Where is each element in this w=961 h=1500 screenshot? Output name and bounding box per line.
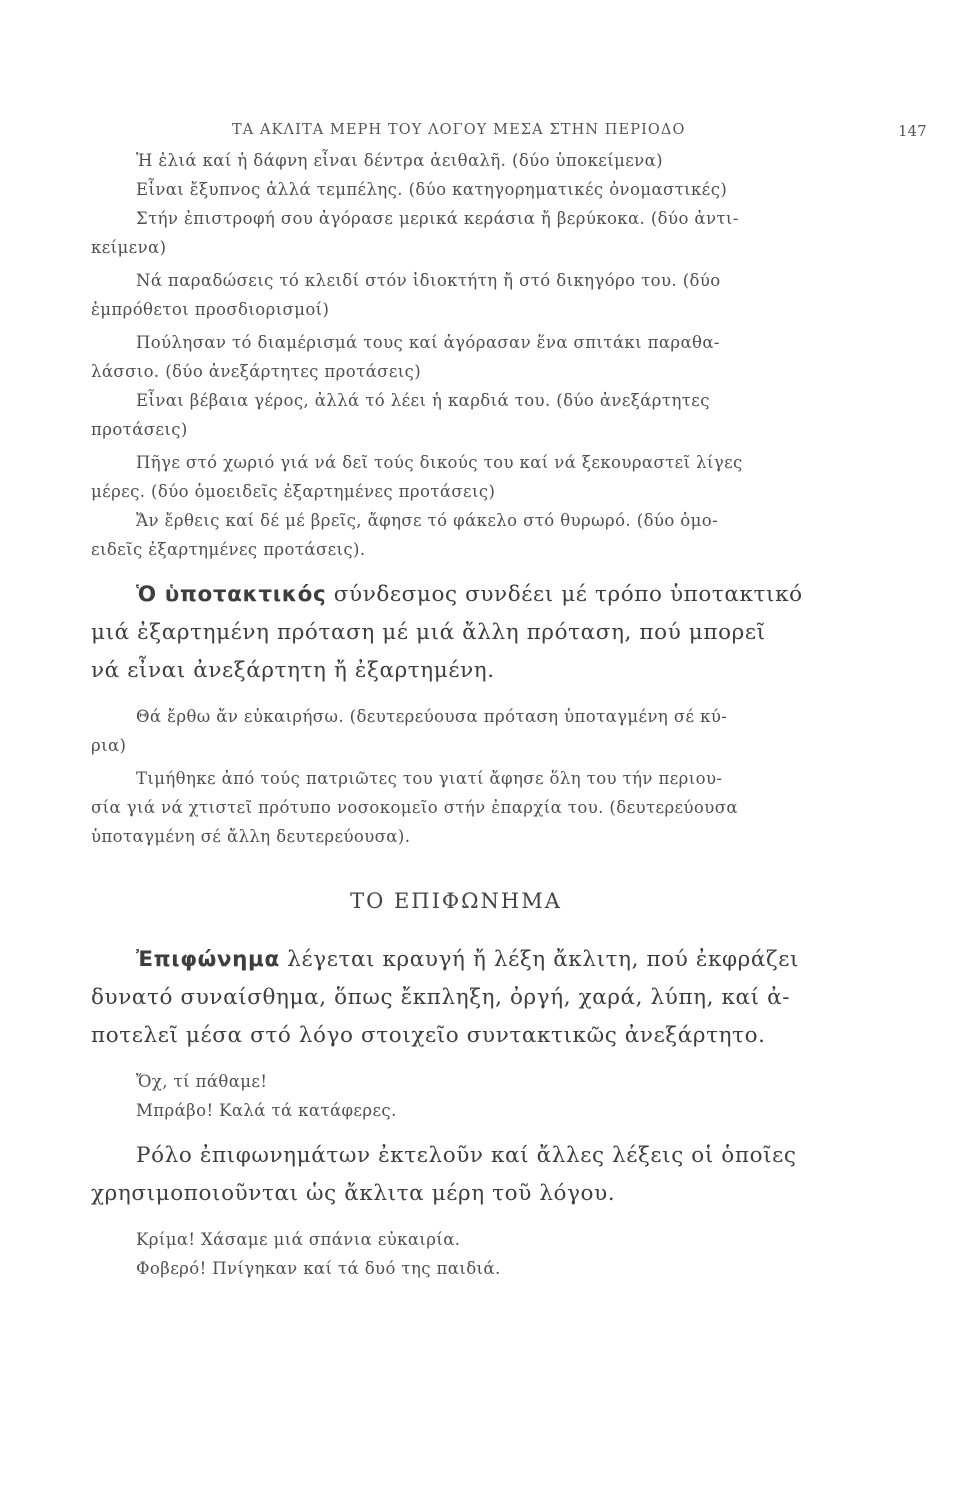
paragraph-line: Ρόλο ἐπιφωνημάτων ἐκτελοῦν καί ἄλλες λέξεις οἱ ὁποῖες — [136, 1143, 797, 1168]
definition-term: Ἐπιφώνημα — [136, 947, 280, 972]
page-body — [91, 146, 821, 1283]
example-line: κείμενα) — [91, 238, 167, 257]
example-line: Ὄχ, τί πάθαμε! — [136, 1072, 268, 1091]
definition-text: νά εἶναι ἀνεξάρτητη ἤ ἐξαρτημένη. — [91, 658, 495, 683]
definition-text: λέγεται κραυγή ἤ λέξη ἄκλιτη, πού ἐκφράζει — [279, 947, 800, 972]
example-line: προτάσεις) — [91, 420, 188, 439]
example-line: Στήν ἐπιστροφή σου ἀγόρασε μερικά κεράσια ἤ βερύκοκα. (δύο ἀντι- — [136, 209, 739, 228]
example-line: Θά ἔρθω ἄν εὐκαιρήσω. (δευτερεύουσα πρόταση ὑποταγμένη σέ κύ- — [136, 707, 728, 726]
example-line: Ἡ ἐλιά καί ἡ δάφνη εἶναι δέντρα ἀειθαλῆ. (δύο ὑποκείμενα) — [136, 151, 663, 170]
example-line: σία γιά νά χτιστεῖ πρότυπο νοσοκομεῖο στήν ἐπαρχία του. (δευτερεύουσα — [91, 798, 738, 817]
subordinate-examples — [91, 702, 821, 851]
word-as-interjection-examples — [91, 1225, 821, 1283]
interjection-examples — [91, 1067, 821, 1125]
example-line: Πῆγε στό χωριό γιά νά δεῖ τούς δικούς του καί νά ξεκουραστεῖ λίγες — [136, 453, 743, 472]
hypotaktikos-definition — [91, 576, 821, 690]
page-number: 147 — [898, 122, 927, 140]
page-header — [0, 122, 961, 142]
conjunction-examples — [91, 146, 821, 564]
example-line: λάσσιο. (δύο ἀνεξάρτητες προτάσεις) — [91, 362, 422, 381]
example-line: ρια) — [91, 736, 127, 755]
definition-text: ποτελεῖ μέσα στό λόγο στοιχεῖο συντακτικῶς ἀνεξάρτητο. — [91, 1023, 766, 1048]
definition-text: δυνατό συναίσθημα, ὅπως ἔκπληξη, ὀργή, χαρά, λύπη, καί ἀ- — [91, 985, 791, 1010]
definition-text: σύνδεσμος συνδέει μέ τρόπο ὑποτακτικό — [326, 582, 803, 607]
example-line: ειδεῖς ἐξαρτημένες προτάσεις). — [91, 540, 366, 559]
running-head: ΤΑ ΑΚΛΙΤΑ ΜΕΡΗ ΤΟΥ ΛΟΓΟΥ ΜΕΣΑ ΣΤΗΝ ΠΕΡΙΟΔΟ — [232, 122, 686, 138]
example-line: μέρες. (δύο ὁμοειδεῖς ἐξαρτημένες προτάσεις) — [91, 482, 496, 501]
example-line: Πούλησαν τό διαμέρισμά τους καί ἀγόρασαν ἕνα σπιτάκι παραθα- — [136, 333, 720, 352]
example-line: ἐμπρόθετοι προσδιορισμοί) — [91, 300, 330, 319]
example-line: Τιμήθηκε ἀπό τούς πατριῶτες του γιατί ἄφησε ὅλη του τήν περιου- — [136, 769, 723, 788]
epifonima-definition — [91, 941, 821, 1055]
example-line: Εἶναι ἔξυπνος ἀλλά τεμπέλης. (δύο κατηγορηματικές ὀνομαστικές) — [136, 180, 728, 199]
example-line: Μπράβο! Καλά τά κατάφερες. — [136, 1101, 397, 1120]
example-line: Ἄν ἔρθεις καί δέ μέ βρεῖς, ἄφησε τό φάκελο στό θυρωρό. (δύο ὁμο- — [136, 511, 719, 530]
paragraph-line: χρησιμοποιοῦνται ὡς ἄκλιτα μέρη τοῦ λόγου. — [91, 1181, 616, 1206]
roles-paragraph — [91, 1137, 821, 1213]
example-line: Νά παραδώσεις τό κλειδί στόν ἰδιοκτήτη ἤ στό δικηγόρο του. (δύο — [136, 271, 721, 290]
example-line: Φοβερό! Πνίγηκαν καί τά δυό της παιδιά. — [136, 1259, 501, 1278]
definition-text: μιά ἐξαρτημένη πρόταση μέ μιά ἄλλη πρόταση, πού μπορεῖ — [91, 620, 766, 645]
example-line: Κρίμα! Χάσαμε μιά σπάνια εὐκαιρία. — [136, 1230, 461, 1249]
definition-term: Ὁ ὑποτακτικός — [136, 582, 327, 607]
example-line: Εἶναι βέβαια γέρος, ἀλλά τό λέει ἡ καρδιά του. (δύο ἀνεξάρτητες — [136, 391, 710, 410]
example-line: ὑποταγμένη σέ ἄλλη δευτερεύουσα). — [91, 827, 411, 846]
section-title: ΤΟ ΕΠΙΦΩΝΗΜΑ — [350, 889, 562, 913]
